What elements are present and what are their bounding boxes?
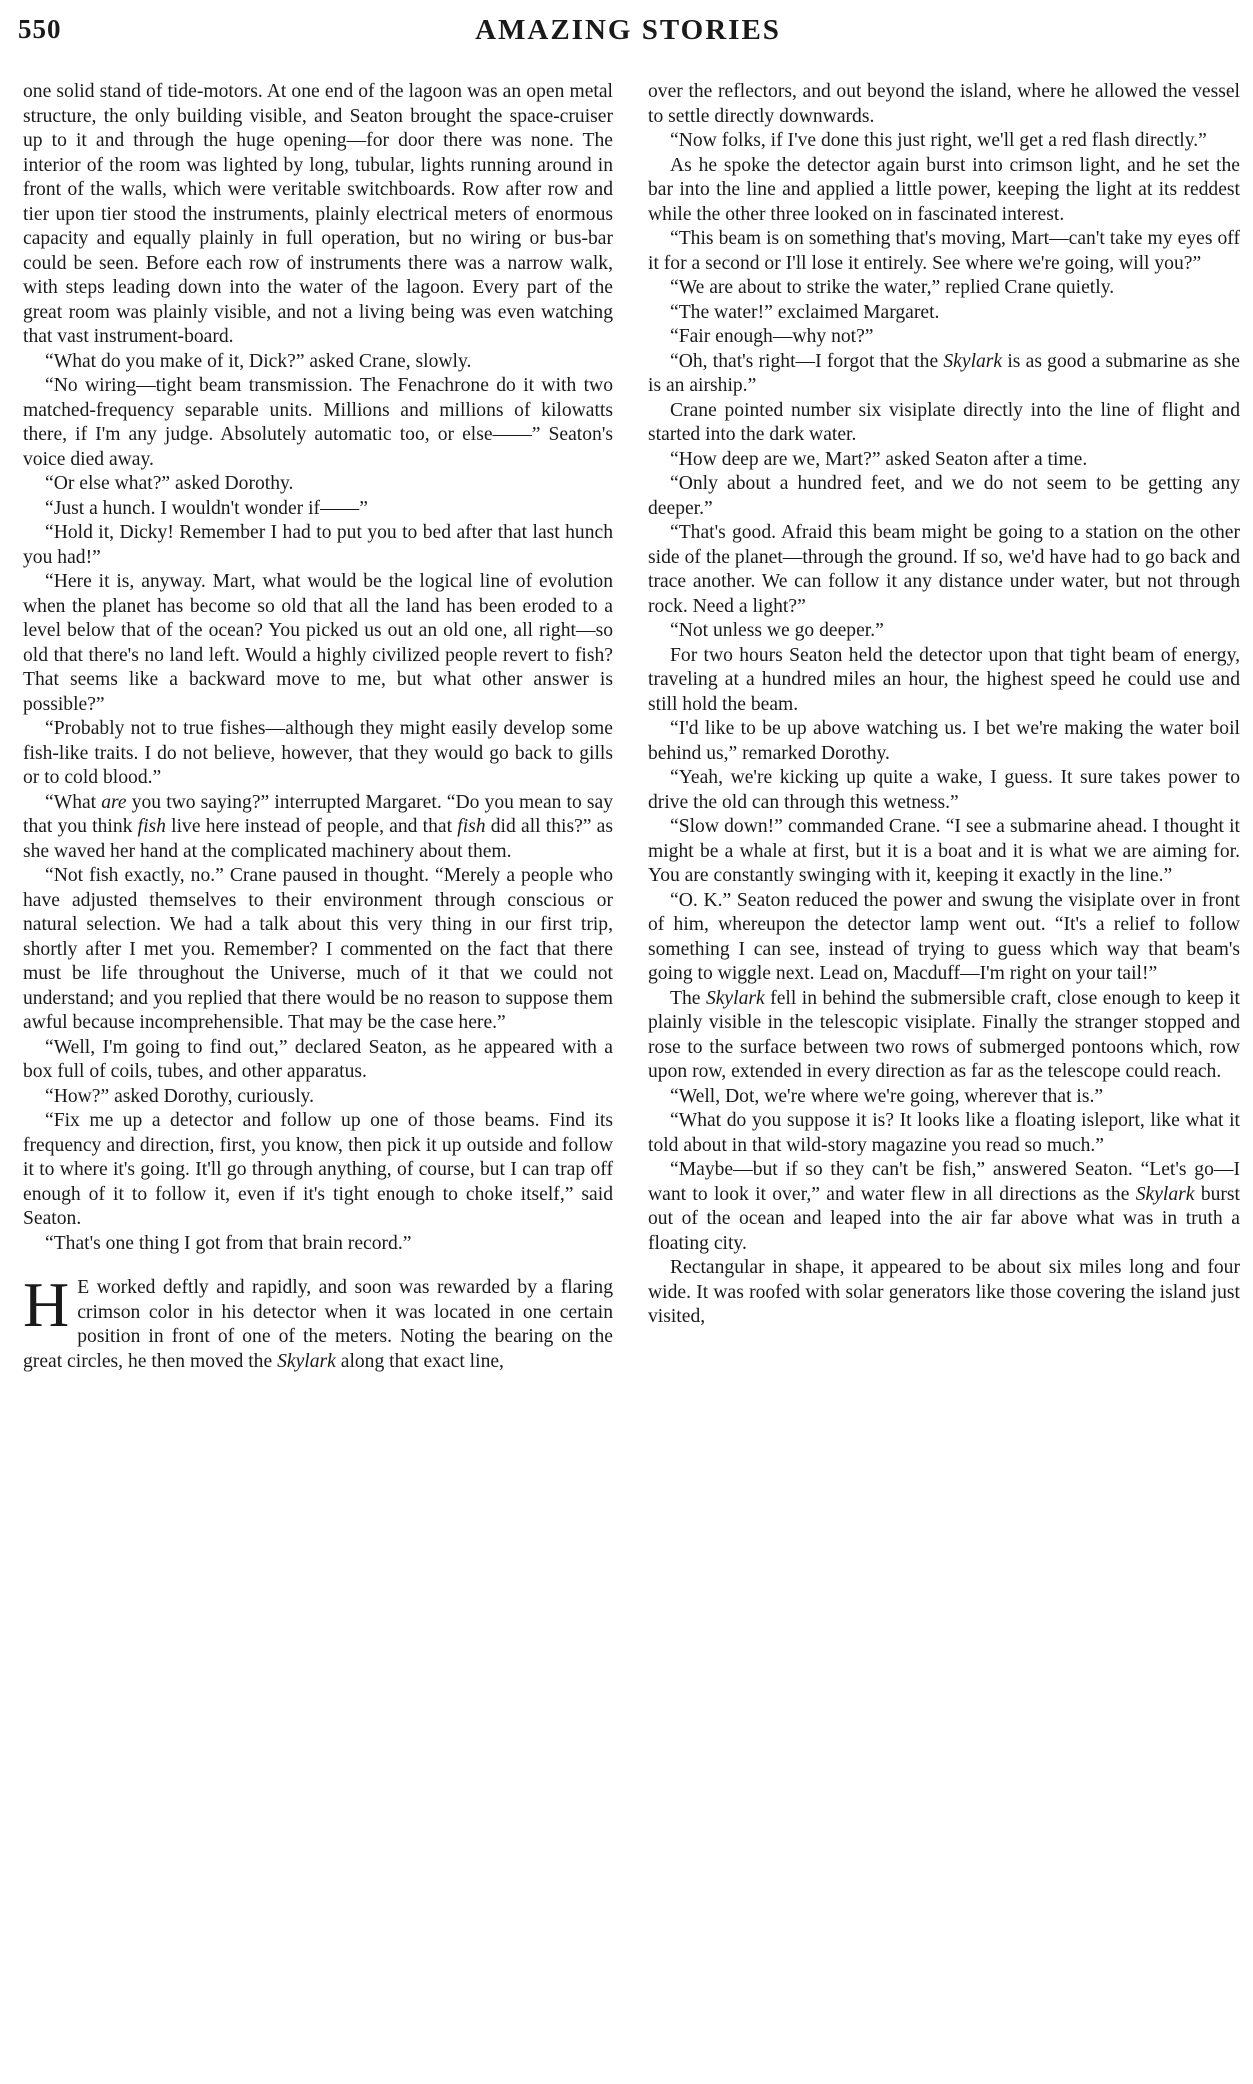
text-run: “Oh, that's right—I forgot that the: [670, 350, 944, 372]
paragraph: “How?” asked Dorothy, curiously.: [45, 1085, 314, 1107]
ship-name: Skylark: [705, 987, 765, 1009]
paragraph: For two hours Seaton held the detector upon that tight beam of energy, traveling at a hundred miles an hour, the highest speed he could use and still hold the beam.: [648, 644, 1240, 715]
paragraph: “Probably not to true fishes—although they might easily develop some fish-like traits. I do not believe, however, that they would go back to gills or to cold blood.”: [23, 718, 613, 788]
paragraph: “Or else what?” asked Dorothy.: [45, 473, 294, 494]
emphasis: are: [101, 791, 127, 813]
paragraph: “No wiring—tight beam transmission. The Fenachrone do it with two matched-frequency separable units. Millions and millions of kilowatts there, if I'm any judge. Absolutely automatic too, or else——” Seaton's voice died away.: [23, 375, 613, 470]
left-column: [23, 80, 613, 2075]
text-run: is as good a submarine as she is an airship.”: [648, 350, 1240, 396]
paragraph: “Just a hunch. I wouldn't wonder if——”: [45, 497, 368, 519]
paragraph: [23, 791, 613, 865]
paragraph: Rectangular in shape, it appeared to be about six miles long and four wide. It was roofed with solar generators like those covering the island just visited,: [648, 1257, 1240, 1327]
paragraph: “How deep are we, Mart?” asked Seaton after a time.: [670, 448, 1088, 470]
emphasis: fish: [137, 816, 166, 837]
paragraph: “We are about to strike the water,” replied Crane quietly.: [670, 277, 1115, 298]
paragraph: “Yeah, we're kicking up quite a wake, I guess. It sure takes power to drive the old can through this wetness.”: [648, 767, 1240, 813]
paragraph: “Fair enough—why not?”: [670, 326, 874, 347]
paragraph: As he spoke the detector again burst into crimson light, and he set the bar into the line and applied a little power, keeping the light at its reddest while the other three looked on in fascinated interest.: [648, 154, 1240, 225]
paragraph: “I'd like to be up above watching us. I bet we're making the water boil behind us,” remarked Dorothy.: [648, 718, 1240, 764]
paragraph: [648, 987, 1240, 1085]
paragraph: “Hold it, Dicky! Remember I had to put you to bed after that last hunch you had!”: [23, 522, 613, 568]
text-run: The: [670, 987, 706, 1009]
text-run: E worked deftly and rapidly, and soon was rewarded by a flaring crimson color in his detector when it was located in one certain position in front of one of the meters. Noting the bearing on the great circles, he then moved the: [23, 1277, 613, 1372]
section-opening-paragraph: [23, 1269, 613, 1374]
text-run: fell in behind the submersible craft, close enough to keep it plainly visible in the telescopic visiplate. Finally the stranger stopped and rose to the surface between two rows of submerged pontoons which, row upon row, extended in every direction as far as the telescope could reach.: [648, 987, 1240, 1082]
ship-name: Skylark: [943, 350, 1003, 372]
page-header: [18, 14, 1238, 58]
text-run: burst out of the ocean and leaped into the air far above what was in truth a floating city.: [648, 1183, 1240, 1254]
text-run: “Maybe—but if so they can't be fish,” answered Seaton. “Let's go—I want to look it over,” and water flew in all directions as the: [648, 1159, 1240, 1205]
paragraph: “This beam is on something that's moving, Mart—can't take my eyes off it for a second or I'll lose it entirely. See where we're going, will you?”: [648, 228, 1240, 274]
text-run: live here instead of people, and that: [165, 816, 458, 837]
text-run: along that exact line,: [335, 1350, 504, 1372]
emphasis: fish: [457, 816, 486, 837]
ship-name: Skylark: [277, 1350, 336, 1372]
ship-name: Skylark: [1135, 1183, 1195, 1205]
paragraph: “Only about a hundred feet, and we do not seem to be getting any deeper.”: [648, 473, 1240, 519]
paragraph: “What do you make of it, Dick?” asked Crane, slowly.: [45, 350, 472, 372]
paragraph: “That's good. Afraid this beam might be going to a station on the other side of the planet—through the ground. If so, we'd have had to go back and trace another. We can follow it any distance under water, but not through rock. Need a light?”: [648, 522, 1240, 617]
magazine-title: AMAZING STORIES: [475, 14, 781, 46]
paragraph: “Here it is, anyway. Mart, what would be the logical line of evolution when the planet has become so old that all the land has been eroded to a level below that of the ocean? You picked us out an old one, all right—so old that there's no land left. Would a highly civilized people revert to fish? That seems like a backward move to me, but what other answer is possible?”: [23, 571, 613, 715]
paragraph: one solid stand of tide-motors. At one end of the lagoon was an open metal structure, the only building visible, and Seaton brought the space-cruiser up to it and through the huge opening—for door there was none. The interior of the room was lighted by long, tubular, lights running around in front of the walls, which were veritable switchboards. Row after row and tier upon tier stood the instruments, plainly electrical meters of enormous capacity and equally plainly in full operation, but no wiring or bus-bar could be seen. Before each row of instruments there was a narrow walk, with steps leading down into the water of the lagoon. Every part of the great room was plainly visible, and not a living being was even watching that vast instrument-board.: [23, 81, 613, 347]
paragraph: “The water!” exclaimed Margaret.: [670, 301, 940, 323]
page-number: 550: [18, 14, 62, 44]
paragraph: “That's one thing I got from that brain record.”: [45, 1232, 412, 1254]
paragraph: [648, 350, 1240, 399]
paragraph: “Well, I'm going to find out,” declared Seaton, as he appeared with a box full of coils, tubes, and other apparatus.: [23, 1036, 613, 1082]
paragraph: Crane pointed number six visiplate directly into the line of flight and started into the dark water.: [648, 399, 1240, 445]
paragraph: over the reflectors, and out beyond the island, where he allowed the vessel to settle directly downwards.: [648, 81, 1240, 127]
right-column: [648, 80, 1240, 2075]
paragraph: “Slow down!” commanded Crane. “I see a submarine ahead. I thought it might be a whale at first, but it is a boat and it is what we are aiming for. You are constantly swinging with it, keeping it exactly in the line.”: [648, 816, 1240, 886]
text-run: you two saying?” interrupted Margaret. “Do you mean to say that you think: [23, 791, 613, 837]
paragraph: [648, 1158, 1240, 1256]
paragraph: “Fix me up a detector and follow up one of those beams. Find its frequency and direction, first, you know, then pick it up outside and follow it to where it's going. It'll go through anything, of course, but I can trap off enough of it to follow it, even if it's tight enough to choke itself,” said Seaton.: [23, 1110, 613, 1229]
text-run: did all this?” as she waved her hand at the complicated machinery about them.: [23, 816, 613, 862]
text-run: “What: [45, 791, 102, 813]
paragraph: “Now folks, if I've done this just right, we'll get a red flash directly.”: [670, 130, 1207, 151]
paragraph: “Not unless we go deeper.”: [670, 620, 884, 641]
paragraph: “O. K.” Seaton reduced the power and swung the visiplate over in front of him, whereupon the detector lamp went out. “It's a relief to follow something I can see, instead of trying to guess which way that beam's going to wiggle next. Lead on, Macduff—I'm right on your tail!”: [648, 889, 1240, 984]
paragraph: “Well, Dot, we're where we're going, wherever that is.”: [670, 1085, 1104, 1107]
paragraph: “What do you suppose it is? It looks like a floating isleport, like what it told about in that wild-story magazine you read so much.”: [648, 1110, 1240, 1156]
paragraph: “Not fish exactly, no.” Crane paused in thought. “Merely a people who have adjusted themselves to their environment through conscious or natural selection. We had a talk about this very thing in our first trip, shortly after I met you. Remember? I commented on the fact that there must be life throughout the Universe, much of it that we could not understand; and you replied that there would be no reason to suppose them awful because incomprehensible. That may be the case here.”: [23, 865, 613, 1033]
drop-cap: H: [23, 1269, 70, 1340]
